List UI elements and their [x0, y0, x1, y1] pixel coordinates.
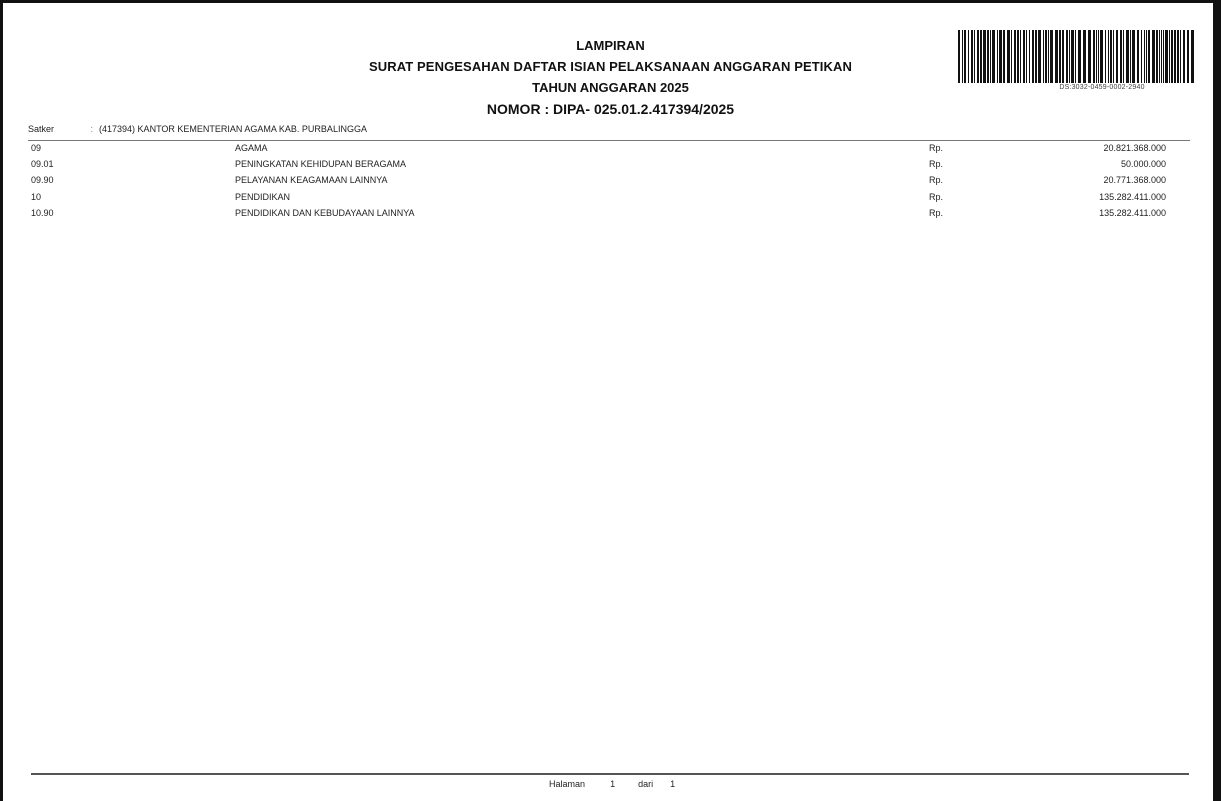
barcode-bar	[1156, 30, 1158, 83]
footer-page-label: Halaman	[549, 779, 586, 789]
barcode-bar	[1148, 30, 1150, 83]
barcode-bar	[1113, 30, 1114, 83]
footer-divider	[31, 773, 1189, 775]
barcode-bar	[990, 30, 991, 83]
barcode-bar	[1183, 30, 1185, 83]
barcode-bar	[971, 30, 973, 83]
table-row	[3, 159, 1218, 175]
page-footer	[549, 779, 675, 789]
barcode-bar	[1038, 30, 1041, 83]
barcode-bar	[958, 30, 960, 83]
barcode-bar	[1029, 30, 1030, 83]
barcode-image	[958, 30, 1194, 83]
barcode-bar	[992, 30, 995, 83]
barcode-bar	[1137, 30, 1139, 83]
barcode-bar	[1187, 30, 1189, 83]
barcode-bar	[1098, 30, 1099, 83]
barcode-bar	[1026, 30, 1027, 83]
barcode-bar	[1144, 30, 1145, 83]
row-code: 10.90	[31, 208, 54, 218]
header-title-nomor: NOMOR : DIPA- 025.01.2.417394/2025	[486, 101, 735, 117]
barcode-bar	[1096, 30, 1097, 83]
header-divider	[28, 140, 1190, 141]
barcode-bar	[1161, 30, 1162, 83]
barcode-bar	[1075, 30, 1076, 83]
row-currency: Rp.	[929, 159, 944, 169]
barcode-bar	[1120, 30, 1122, 83]
footer-page-current: 1	[610, 779, 616, 789]
barcode-bar	[1152, 30, 1155, 83]
header-title-surat: SURAT PENGESAHAN DAFTAR ISIAN PELAKSANAAN ANGGARAN PETIKAN	[369, 59, 852, 74]
barcode-bar	[1126, 30, 1129, 83]
barcode-bar	[1011, 30, 1012, 83]
barcode-bar	[974, 30, 975, 83]
barcode-bar	[1043, 30, 1044, 83]
row-amount: 50.000.000	[1120, 159, 1166, 169]
barcode-bar	[987, 30, 989, 83]
barcode-bar	[1177, 30, 1179, 83]
satker-separator: :	[90, 124, 94, 134]
barcode-bar	[999, 30, 1002, 83]
row-code: 09.90	[31, 175, 54, 185]
row-amount: 135.282.411.000	[1099, 208, 1166, 218]
barcode-bar	[1062, 30, 1064, 83]
barcode-bar	[1069, 30, 1070, 83]
satker-value: (417394) KANTOR KEMENTERIAN AGAMA KAB. PURBALINGGA	[99, 124, 367, 134]
barcode-bar	[1059, 30, 1061, 83]
satker-label: Satker	[28, 124, 55, 134]
satker-line	[28, 124, 367, 134]
barcode-bar	[962, 30, 963, 83]
row-currency: Rp.	[929, 192, 944, 202]
row-currency: Rp.	[929, 175, 944, 185]
barcode-bar	[1159, 30, 1160, 83]
barcode-bar	[1163, 30, 1164, 83]
barcode-bar	[1165, 30, 1168, 83]
row-description: PENDIDIKAN	[235, 192, 291, 202]
barcode-bar	[1066, 30, 1068, 83]
barcode-bar	[1071, 30, 1074, 83]
barcode-bar	[1088, 30, 1091, 83]
barcode-bar	[1174, 30, 1176, 83]
barcode-bar	[964, 30, 966, 83]
row-currency: Rp.	[929, 143, 944, 153]
barcode-bar	[1171, 30, 1173, 83]
barcode-bar	[980, 30, 982, 83]
row-amount: 20.821.368.000	[1103, 143, 1166, 153]
barcode-bar	[1032, 30, 1034, 83]
barcode-bar	[977, 30, 979, 83]
barcode-bar	[1048, 30, 1049, 83]
barcode-bar	[1100, 30, 1103, 83]
footer-of-label: dari	[638, 779, 654, 789]
table-row	[3, 175, 1218, 191]
barcode-bar	[1007, 30, 1010, 83]
barcode-bar	[1191, 30, 1194, 83]
table-row	[3, 143, 1218, 159]
row-description: PENINGKATAN KEHIDUPAN BERAGAMA	[235, 159, 407, 169]
row-code: 10	[31, 192, 42, 202]
barcode-bar	[1023, 30, 1025, 83]
barcode-bar	[1050, 30, 1053, 83]
barcode-bar	[983, 30, 986, 83]
barcode-bar	[1141, 30, 1142, 83]
table-row	[3, 208, 1218, 224]
barcode-bar	[1055, 30, 1058, 83]
table-row	[3, 192, 1218, 208]
footer-page-total: 1	[670, 779, 676, 789]
barcode-bar	[968, 30, 969, 83]
header-title-lampiran: LAMPIRAN	[576, 38, 645, 53]
barcode-bar	[1123, 30, 1124, 83]
row-description: PENDIDIKAN DAN KEBUDAYAAN LAINNYA	[235, 208, 415, 218]
barcode-bar	[1105, 30, 1106, 83]
barcode-bar	[1130, 30, 1131, 83]
barcode-bar	[1180, 30, 1181, 83]
barcode-bar	[1132, 30, 1135, 83]
barcode-bar	[1014, 30, 1016, 83]
row-amount: 20.771.368.000	[1103, 175, 1166, 185]
barcode-bar	[1110, 30, 1112, 83]
barcode-bar	[1017, 30, 1019, 83]
row-description: AGAMA	[235, 143, 268, 153]
barcode-bar	[1116, 30, 1118, 83]
barcode-bar	[1020, 30, 1021, 83]
barcode-bar	[1083, 30, 1086, 83]
document-page	[3, 3, 1213, 801]
barcode-bar	[1045, 30, 1047, 83]
barcode-bar	[997, 30, 998, 83]
row-description: PELAYANAN KEAGAMAAN LAINNYA	[235, 175, 388, 185]
barcode-block	[956, 30, 1196, 91]
row-code: 09.01	[31, 159, 54, 169]
barcode-bar	[1035, 30, 1037, 83]
barcode-bar	[1108, 30, 1109, 83]
barcode-bar	[1146, 30, 1147, 83]
barcode-bar	[1078, 30, 1081, 83]
row-currency: Rp.	[929, 208, 944, 218]
barcode-bar	[1003, 30, 1005, 83]
row-code: 09	[31, 143, 42, 153]
barcode-bar	[1169, 30, 1170, 83]
barcode-text: DS:3032-0459-0002-2940	[1059, 84, 1145, 91]
row-amount: 135.282.411.000	[1099, 192, 1166, 202]
barcode-bar	[1093, 30, 1095, 83]
header-title-tahun: TAHUN ANGGARAN 2025	[532, 80, 689, 95]
